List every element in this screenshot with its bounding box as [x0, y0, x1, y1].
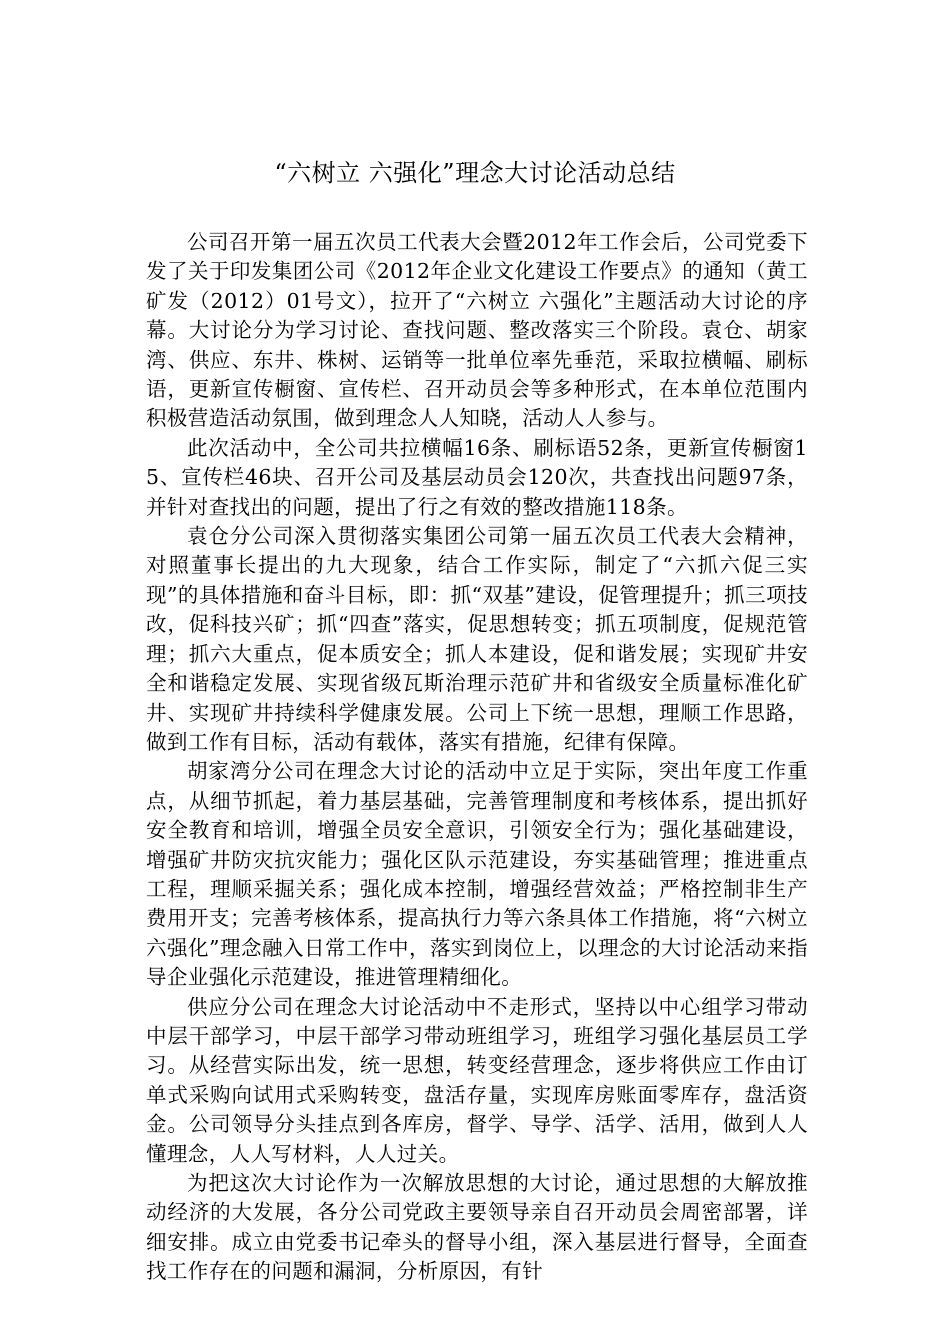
- document-body: [146, 228, 808, 1287]
- paragraph-activity-statistics: 此次活动中，全公司共拉横幅16条、刷标语52条，更新宣传橱窗15、宣传栏46块、召开公司及基层动员会120次，共查找出问题97条，并针对查找出的问题，提出了行之有效的整改措施118条。: [146, 435, 808, 519]
- paragraph-supply-branch: 供应分公司在理念大讨论活动中不走形式，坚持以中心组学习带动中层干部学习，中层干部学习带动班组学习，班组学习强化基层员工学习。从经营实际出发，统一思想，转变经营理念，逐步将供应工作由订单式采购向试用式采购转变，盘活存量，实现库房账面零库存，盘活资金。公司领导分头挂点到各库房，督学、导学、活学、活用，做到人人懂理念，人人写材料，人人过关。: [146, 994, 808, 1166]
- paragraph-hujiawan-branch: 胡家湾分公司在理念大讨论的活动中立足于实际，突出年度工作重点，从细节抓起，着力基层基础，完善管理制度和考核体系，提出抓好安全教育和培训，增强全员安全意识，引领安全行为；强化基础建设，增强矿井防灾抗灾能力；强化区队示范建设，夯实基础管理；推进重点工程，理顺采掘关系；强化成本控制，增强经营效益；严格控制非生产费用开支；完善考核体系，提高执行力等六条具体工作措施，将“六树立 六强化”理念融入日常工作中，落实到岗位上，以理念的大讨论活动来指导企业强化示范建设，推进管理精细化。: [146, 759, 808, 990]
- paragraph-yuancang-branch: 袁仓分公司深入贯彻落实集团公司第一届五次员工代表大会精神，对照董事长提出的九大现象，结合工作实际，制定了“六抓六促三实现”的具体措施和奋斗目标，即：抓“双基”建设，促管理提升；抓三项技改，促科技兴矿；抓“四查”落实，促思想转变；抓五项制度，促规范管理；抓六大重点，促本质安全；抓人本建设，促和谐发展；实现矿井安全和谐稳定发展、实现省级瓦斯治理示范矿井和省级安全质量标准化矿井、实现矿井持续科学健康发展。公司上下统一思想，理顺工作思路，做到工作有目标，活动有载体，落实有措施，纪律有保障。: [146, 524, 808, 754]
- document-title: “六树立 六强化”理念大讨论活动总结: [274, 159, 676, 187]
- paragraph-meeting-launch: 公司召开第一届五次员工代表大会暨2012年工作会后，公司党委下发了关于印发集团公司《2012年企业文化建设工作要点》的通知（黄工矿发（2012）01号文），拉开了“六树立 六强化”主题活动大讨论的序幕。大讨论分为学习讨论、查找问题、整改落实三个阶段。袁仓、胡家湾、供应、东井、株树、运销等一批单位率先垂范，采取拉横幅、刷标语，更新宣传橱窗、宣传栏、召开动员会等多种形式，在本单位范围内积极营造活动氛围，做到理念人人知晓，活动人人参与。: [146, 230, 808, 431]
- paragraph-supervision: 为把这次大讨论作为一次解放思想的大讨论，通过思想的大解放推动经济的大发展，各分公司党政主要领导亲自召开动员会周密部署，详细安排。成立由党委书记牵头的督导小组，深入基层进行督导，全面查找工作存在的问题和漏洞，分析原因，有针: [146, 1171, 808, 1284]
